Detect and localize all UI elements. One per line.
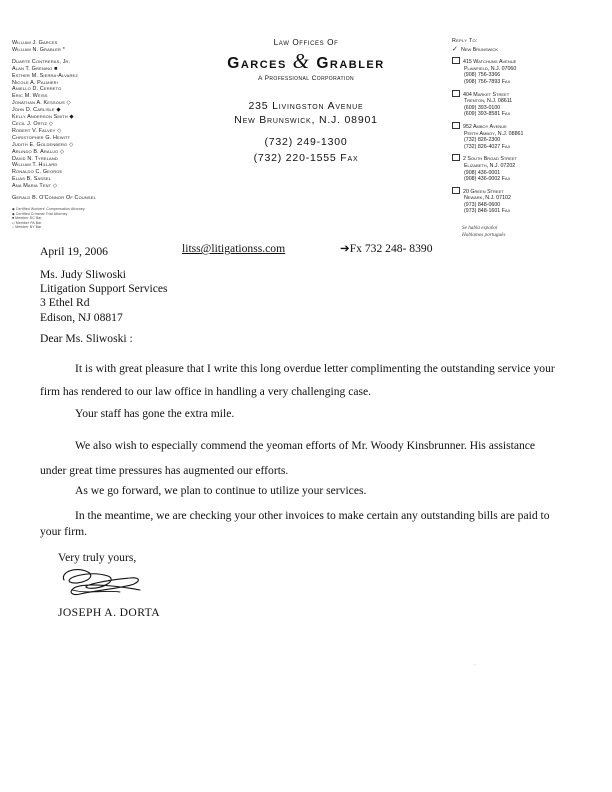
office-line: 404 Market Street bbox=[463, 91, 510, 98]
attorney-name: Jonathan A. Kessous ◇ bbox=[12, 100, 71, 107]
recipient-line: Ms. Judy Sliwoski bbox=[40, 268, 127, 281]
legend-item: ■ Member DC Bar bbox=[12, 216, 42, 221]
firm-prefix: Law Offices Of bbox=[273, 38, 339, 47]
office-trenton bbox=[452, 90, 602, 118]
office-line: (732) 826-2300 bbox=[464, 137, 501, 144]
letter-date: April 19, 2006 bbox=[40, 245, 108, 258]
handwritten-signature bbox=[58, 560, 148, 604]
checkbox-icon bbox=[452, 187, 460, 194]
checkbox-icon bbox=[452, 90, 460, 97]
bar-membership-legend bbox=[12, 207, 202, 230]
recipient-fax-number: Fx 732 248- 8390 bbox=[349, 242, 433, 255]
attorney-name: Nicole A. Palmieri bbox=[12, 79, 58, 86]
attorney-name: Esther M. Sierra-Alvarez bbox=[12, 72, 78, 79]
body-paragraph: We also wish to especially commend the yeoman efforts of Mr. Woody Kinsbrunner. His assistance under great time pressures has augmented our efforts. bbox=[40, 439, 536, 477]
reply-to-title: Reply To: bbox=[452, 38, 478, 44]
legend-item: ○ Member NY Bar bbox=[12, 225, 42, 230]
recipient-fax bbox=[340, 242, 433, 256]
attorney-name: Ronaldo C. George bbox=[12, 169, 63, 176]
attorney-name: Cecil J. Ortiz ◇ bbox=[12, 120, 54, 127]
office-line: (609) 393-8581 Fax bbox=[464, 111, 511, 118]
attorney-name: Aniello D. Cerreto bbox=[12, 86, 62, 93]
attorney-name: John D. Carlisle ◆ bbox=[12, 107, 61, 114]
attorney-name: William N. Grabler * bbox=[12, 46, 65, 53]
body-paragraph: In the meantime, we are checking your other invoices to make certain any outstanding bills are paid to your firm. bbox=[40, 509, 550, 538]
attorney-name: Ana Maria Tent ◇ bbox=[12, 183, 58, 190]
checkbox-icon bbox=[452, 154, 460, 161]
attorney-name: Robert V. Falvey ◇ bbox=[12, 127, 62, 134]
associate-list bbox=[12, 59, 202, 190]
office-line: New Brunswick bbox=[461, 46, 499, 53]
firm-phone: (732) 249-1300 bbox=[264, 136, 348, 148]
of-counsel: Gerald B. O'Connor Of Counsel bbox=[12, 195, 96, 202]
firm-name-left: Garces bbox=[227, 55, 287, 72]
office-elizabeth bbox=[452, 154, 602, 182]
attorney-name: David N. Tyreland bbox=[12, 155, 58, 162]
closing: Very truly yours, bbox=[58, 551, 137, 564]
firm-name bbox=[196, 49, 416, 74]
letterhead bbox=[196, 38, 416, 164]
language-note-line: Se habla español bbox=[462, 225, 498, 232]
office-line: (973) 848-1601 Fax bbox=[464, 208, 511, 215]
attorney-roster bbox=[12, 40, 202, 230]
language-note bbox=[452, 225, 602, 239]
office-line: (908) 436-0002 Fax bbox=[464, 176, 511, 183]
office-line: Newark, N.J. 07102 bbox=[464, 195, 511, 202]
legend-item: ◇ Member PA Bar bbox=[12, 220, 42, 225]
recipient-line: Edison, NJ 08817 bbox=[40, 310, 123, 324]
attorney-name: Eric M. Weiss bbox=[12, 93, 48, 100]
signer-name: JOSEPH A. DORTA bbox=[58, 606, 160, 619]
office-plainfield bbox=[452, 57, 602, 85]
scan-mark: · bbox=[474, 662, 476, 668]
attorney-name: Kelly Anderson Smith ◆ bbox=[12, 114, 74, 121]
body-paragraph: It is with great pleasure that I write this long overdue letter complimenting the outstanding service your firm has rendered to our law office in handling a very challenging case. bbox=[40, 362, 555, 398]
office-line: 415 Watchung Avenue bbox=[463, 59, 517, 66]
office-line: (908) 436-0001 bbox=[464, 169, 501, 176]
attorney-name: Judith E. Goldenberg ◇ bbox=[12, 141, 74, 148]
recipient-line: 3 Ethel Rd bbox=[40, 296, 90, 310]
recipient-email: litss@litigationss.com bbox=[182, 242, 286, 255]
firm-suffix: A Professional Corporation bbox=[257, 75, 355, 82]
attorney-name: William T. Hillard bbox=[12, 162, 58, 169]
office-line: Elizabeth, N.J. 07202 bbox=[464, 162, 516, 169]
firm-ampersand: & bbox=[292, 49, 311, 73]
office-line: (609) 393-0100 bbox=[464, 104, 501, 111]
office-newark bbox=[452, 187, 602, 215]
firm-name-right: Grabler bbox=[316, 55, 385, 72]
firm-address-line2: New Brunswick, N.J. 08901 bbox=[234, 114, 378, 126]
attorney-name: Duarte Contreras, Jr. bbox=[12, 58, 71, 65]
office-line: Trenton, N.J. 08611 bbox=[464, 98, 513, 105]
language-note-line: Hablamos português bbox=[462, 232, 506, 239]
recipient-address bbox=[40, 268, 168, 325]
attorney-name: Alan T. Grening ■ bbox=[12, 65, 58, 72]
office-line: (973) 848-0600 bbox=[464, 201, 501, 208]
partner-list bbox=[12, 40, 202, 54]
firm-fax: (732) 220-1555 Fax bbox=[253, 152, 359, 164]
legend-item: ◆ Certified Criminal Trial Attorney bbox=[12, 211, 68, 216]
reply-to-offices bbox=[452, 38, 602, 239]
attorney-name: Christopher G. Hewitt bbox=[12, 134, 71, 141]
recipient-line: Litigation Support Services bbox=[40, 282, 168, 296]
attorney-name: Elias B. Sassel bbox=[12, 176, 52, 183]
office-line: Plainfield, N.J. 07060 bbox=[464, 65, 517, 72]
body-paragraph: As we go forward, we plan to continue to utilize your services. bbox=[75, 484, 367, 497]
office-line: 952 Amboy Avenue bbox=[463, 123, 507, 130]
salutation: Dear Ms. Sliwoski : bbox=[40, 332, 133, 345]
checkmark-icon: ✓ bbox=[452, 45, 458, 53]
office-line: (908) 756-7893 Fax bbox=[464, 78, 511, 85]
body-paragraph: Your staff has gone the extra mile. bbox=[75, 407, 235, 420]
attorney-name: William J. Garces bbox=[12, 40, 58, 46]
office-line: 2 South Broad Street bbox=[463, 156, 517, 163]
arrow-icon: ➔ bbox=[340, 242, 350, 255]
office-new-brunswick bbox=[452, 47, 602, 54]
office-line: Perth Amboy, N.J. 08861 bbox=[464, 130, 524, 137]
attorney-name: Arlindo B. Araujo ◇ bbox=[12, 148, 65, 155]
checkbox-icon bbox=[452, 122, 460, 129]
office-line: 20 Green Street bbox=[463, 188, 504, 195]
legend-item: ◆ Certified Workers' Compensation Attorney bbox=[12, 206, 85, 211]
checkbox-icon bbox=[452, 57, 460, 64]
office-perth-amboy bbox=[452, 122, 602, 150]
firm-address-line1: 235 Livingston Avenue bbox=[248, 100, 364, 112]
office-line: (908) 756-3366 bbox=[464, 72, 501, 79]
office-line: (732) 826-4027 Fax bbox=[464, 143, 511, 150]
